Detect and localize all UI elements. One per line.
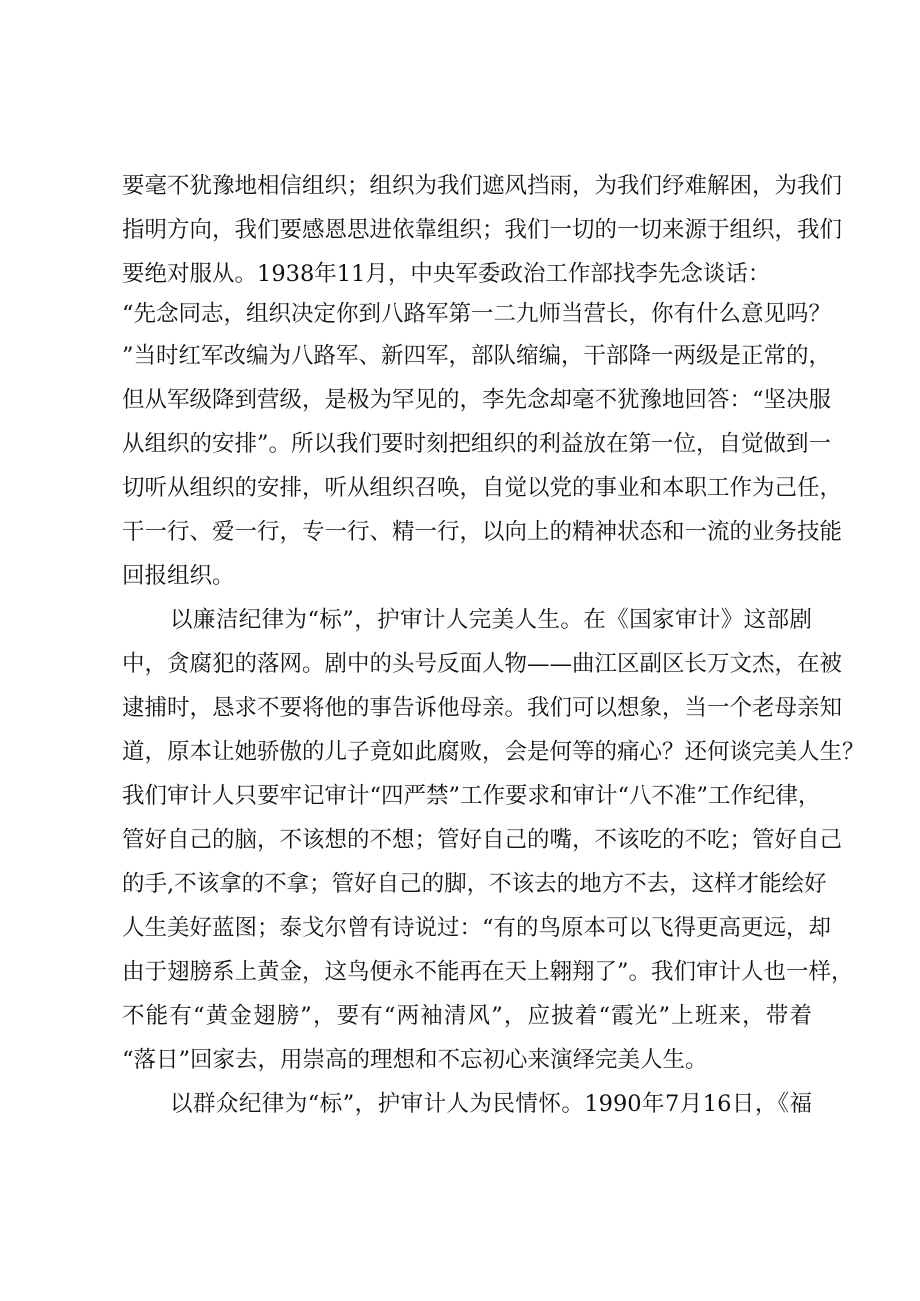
paragraph-line: 要毫不犹豫地相信组织；组织为我们遮风挡雨，为我们纾难解困，为我们 bbox=[122, 173, 843, 199]
paragraph-line: 道，原本让她骄傲的儿子竟如此腐败，会是何等的痛心？还何谈完美人生？ bbox=[122, 739, 865, 765]
paragraph-line: 逮捕时，恳求不要将他的事告诉他母亲。我们可以想象，当一个老母亲知 bbox=[122, 695, 843, 721]
paragraph-line: 但从军级降到营级，是极为罕见的，李先念却毫不犹豫地回答：“坚决服 bbox=[122, 387, 832, 413]
paragraph-line: 回报组织。 bbox=[122, 563, 235, 589]
paragraph-line: 切听从组织的安排，听从组织召唤，自觉以党的事业和本职工作为己任， bbox=[122, 475, 843, 501]
paragraph-line: 管好自己的脑，不该想的不想；管好自己的嘴，不该吃的不吃；管好自己 bbox=[122, 827, 843, 853]
paragraph-line: 我们审计人只要牢记审计“四严禁”工作要求和审计“八不准”工作纪律， bbox=[122, 783, 821, 809]
paragraph-line: 中，贪腐犯的落网。剧中的头号反面人物——曲江区副区长万文杰，在被 bbox=[122, 651, 843, 677]
paragraph-line: 干一行、爱一行，专一行、精一行，以向上的精神状态和一流的业务技能 bbox=[122, 519, 843, 545]
paragraph-line: 指明方向，我们要感恩思进依靠组织；我们一切的一切来源于组织，我们 bbox=[122, 217, 843, 243]
paragraph-line: 的手,不该拿的不拿；管好自己的脚，不该去的地方不去，这样才能绘好 bbox=[122, 871, 827, 897]
paragraph-line: 以廉洁纪律为“标”，护审计人完美人生。在《国家审计》这部剧 bbox=[170, 607, 812, 633]
paragraph-line: 要绝对服从。1938年11月，中央军委政治工作部找李先念谈话： bbox=[122, 261, 771, 287]
paragraph-line: 从组织的安排”。所以我们要时刻把组织的利益放在第一位，自觉做到一 bbox=[122, 431, 832, 457]
paragraph-line: 不能有“黄金翅膀”，要有“两袖清风”，应披着“霞光”上班来，带着 bbox=[122, 1003, 812, 1029]
paragraph-line: 以群众纪律为“标”，护审计人为民情怀。1990年7月16日，《福 bbox=[170, 1091, 812, 1117]
paragraph-line: “落日”回家去，用崇高的理想和不忘初心来演绎完美人生。 bbox=[122, 1047, 708, 1073]
paragraph-line: 由于翅膀系上黄金，这鸟便永不能再在天上翱翔了”。我们审计人也一样， bbox=[122, 959, 854, 985]
paragraph-line: ”当时红军改编为八路军、新四军，部队缩编，干部降一两级是正常的， bbox=[122, 343, 832, 369]
paragraph-line: “先念同志，组织决定你到八路军第一二九师当营长，你有什么意见吗？ bbox=[122, 301, 832, 327]
paragraph-line: 人生美好蓝图；泰戈尔曾有诗说过：“有的鸟原本可以飞得更高更远，却 bbox=[122, 915, 832, 941]
